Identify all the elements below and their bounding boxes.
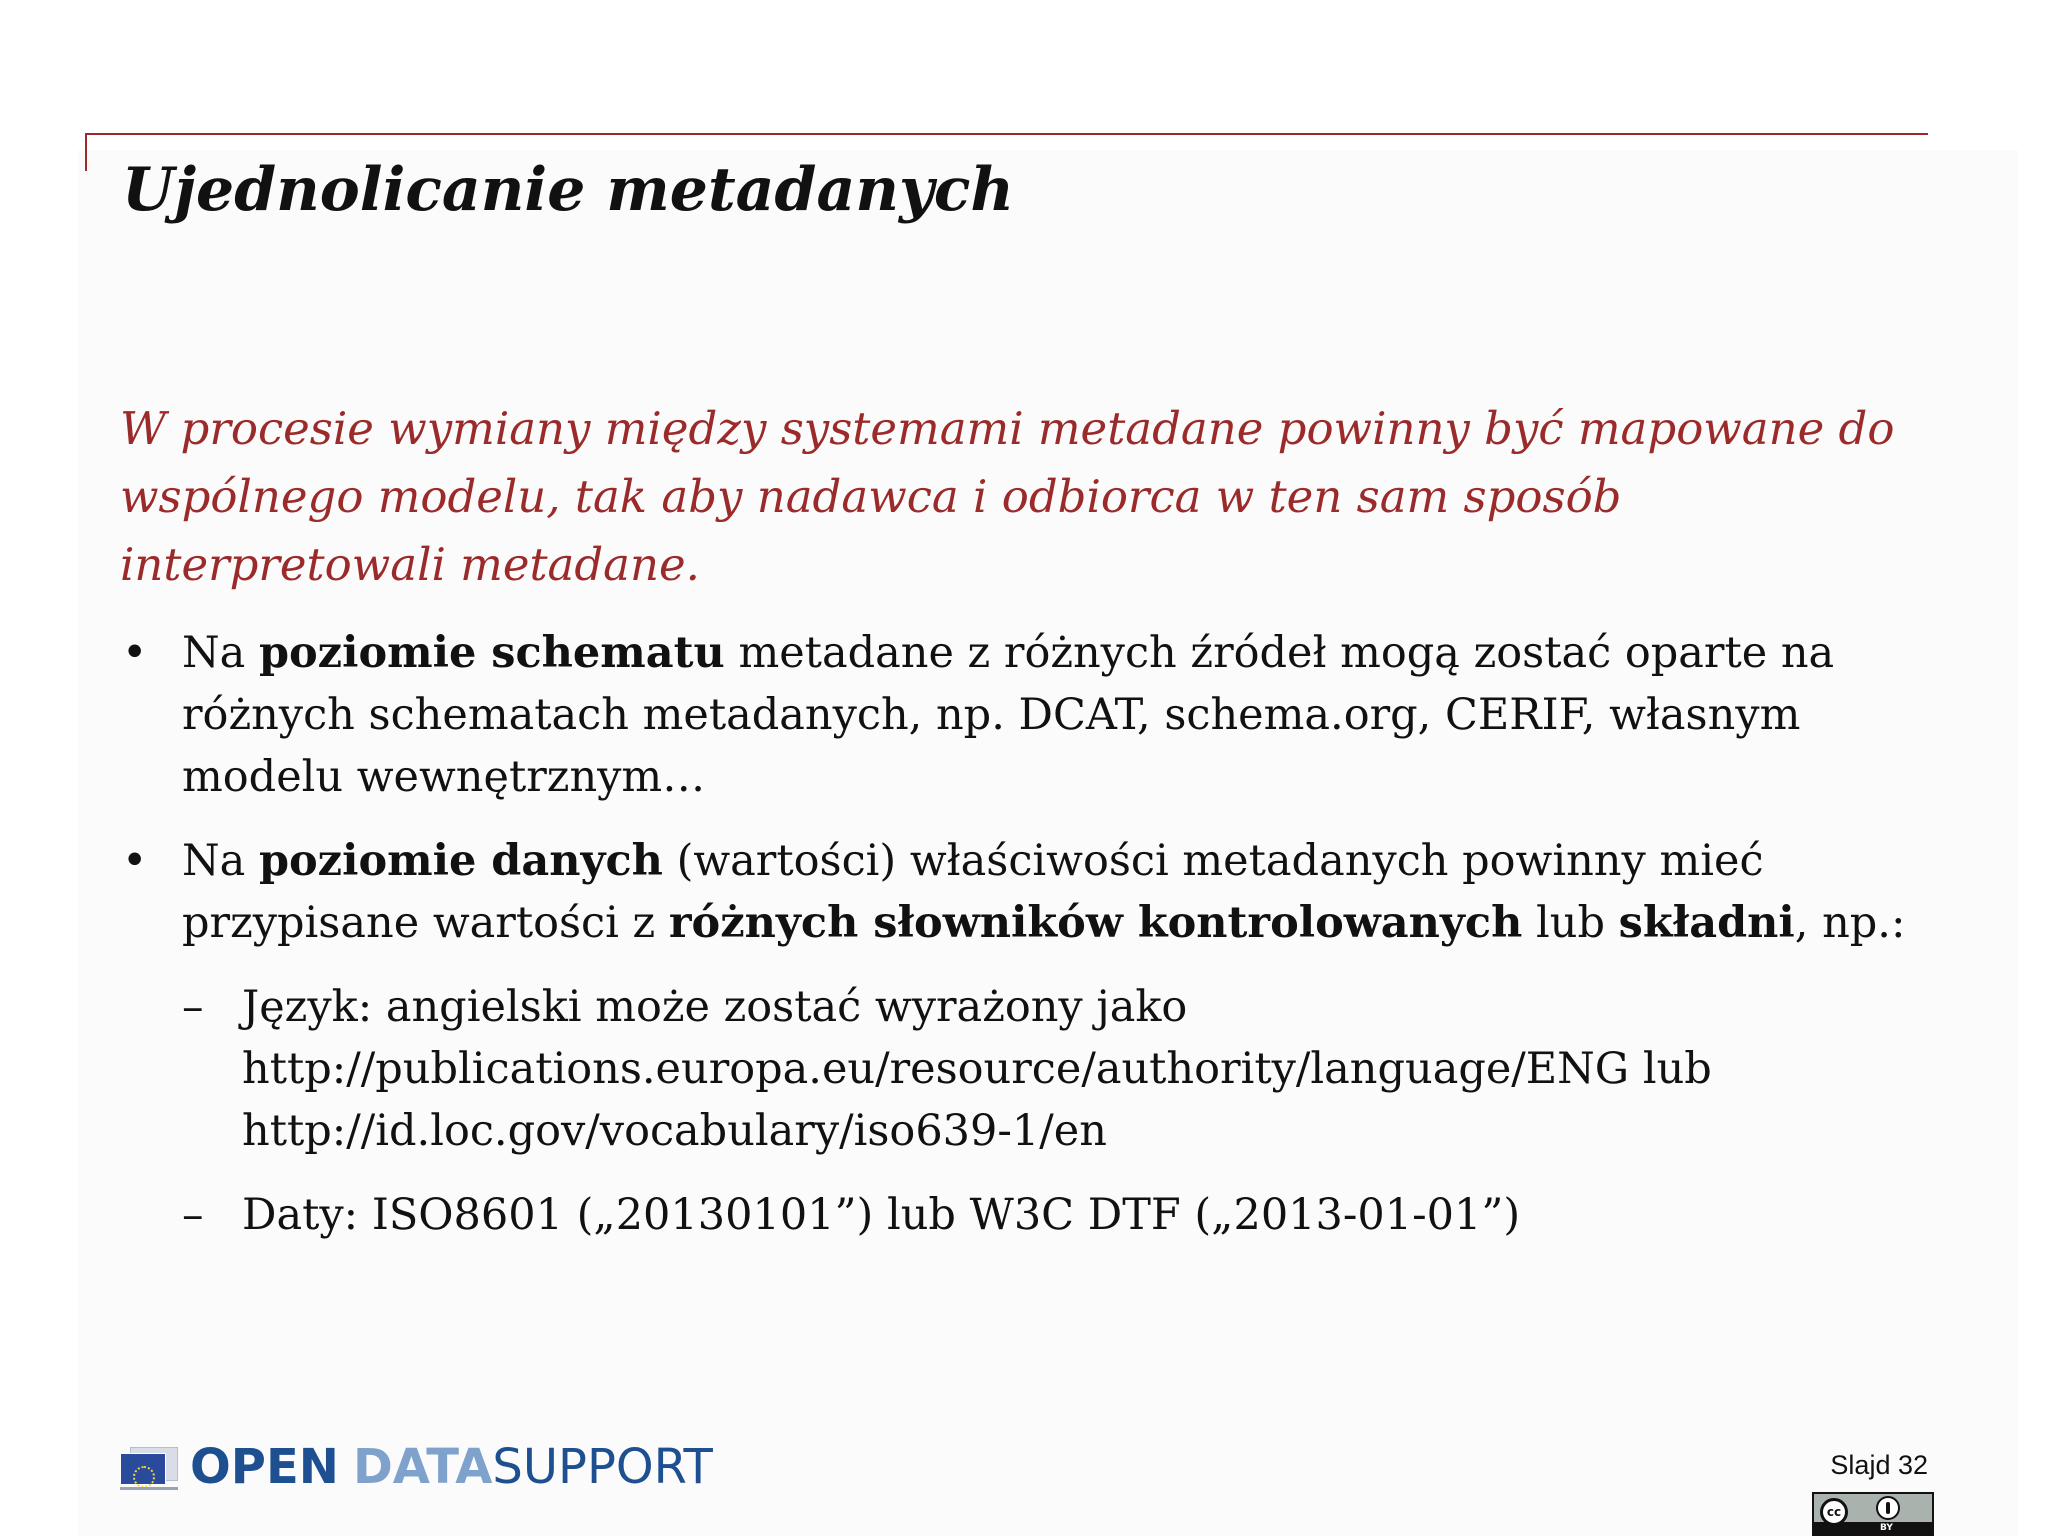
bullet-rest: metadane z różnych źródeł mogą zostać oparte na różnych schematach metadanych, np. DCAT, schema.org, CERIF, własnym modelu wewnętrznym… [182, 628, 1835, 802]
bullet-item-data-level [120, 830, 1930, 954]
bullet-bold-term-3: składni [1618, 898, 1795, 948]
dash-marker: – [182, 1190, 204, 1240]
subitem-text: Język: angielski może zostać wyrażony jako [242, 982, 1188, 1032]
eu-flag-icon [120, 1447, 178, 1487]
subitem-language [120, 976, 1930, 1162]
header-rule [85, 133, 1928, 135]
language-url-eu: http://publications.europa.eu/resource/authority/language/ENG lub [242, 1044, 1712, 1094]
dash-marker: – [182, 982, 204, 1032]
language-url-loc: http://id.loc.gov/vocabulary/iso639-1/en [242, 1106, 1107, 1156]
bullet-list [120, 622, 1930, 1268]
bullet-marker: • [122, 628, 148, 678]
by-label: BY [1880, 1523, 1893, 1533]
logo-word-data: DATA [352, 1439, 493, 1495]
open-data-support-logo [120, 1432, 713, 1502]
bullet-prefix: Na [182, 836, 259, 886]
subitem-dates [120, 1184, 1930, 1246]
eu-stars-ring [133, 1466, 155, 1488]
cc-icon: cc [1820, 1498, 1848, 1526]
flag-caption-bar [120, 1487, 178, 1490]
slide-title: Ujednolicanie metadanych [122, 155, 1015, 225]
bullet-item-schema-level [120, 622, 1930, 808]
logo-word-open: OPEN [190, 1439, 339, 1495]
cc-by-license-badge [1812, 1492, 1934, 1536]
intro-text: W procesie wymiany między systemami metadane powinny być mapowane do wspólnego modelu, tak aby nadawca i odbiorca w ten sam sposób interpretowali metadane. [120, 402, 1895, 591]
slide-number: Slajd 32 [1830, 1450, 1928, 1480]
bullet-rest: , np.: [1794, 898, 1906, 948]
bullet-marker: • [122, 836, 148, 886]
header-rule-tick [85, 133, 87, 171]
bullet-prefix: Na [182, 628, 259, 678]
bullet-bold-term: poziomie schematu [258, 628, 725, 678]
bullet-middle: (wartości) właściwości metadanych powinny mieć przypisane wartości z [182, 836, 1764, 948]
logo-word-support: SUPPORT [492, 1439, 713, 1495]
subitem-text: Daty: ISO8601 („20130101”) lub W3C DTF („2013-01-01”) [242, 1190, 1521, 1240]
flag-front [120, 1453, 166, 1485]
attribution-icon [1876, 1496, 1900, 1520]
bullet-bold-term: poziomie danych [258, 836, 663, 886]
bullet-middle-2: lub [1522, 898, 1619, 948]
bullet-bold-term-2: różnych słowników kontrolowanych [668, 898, 1523, 948]
